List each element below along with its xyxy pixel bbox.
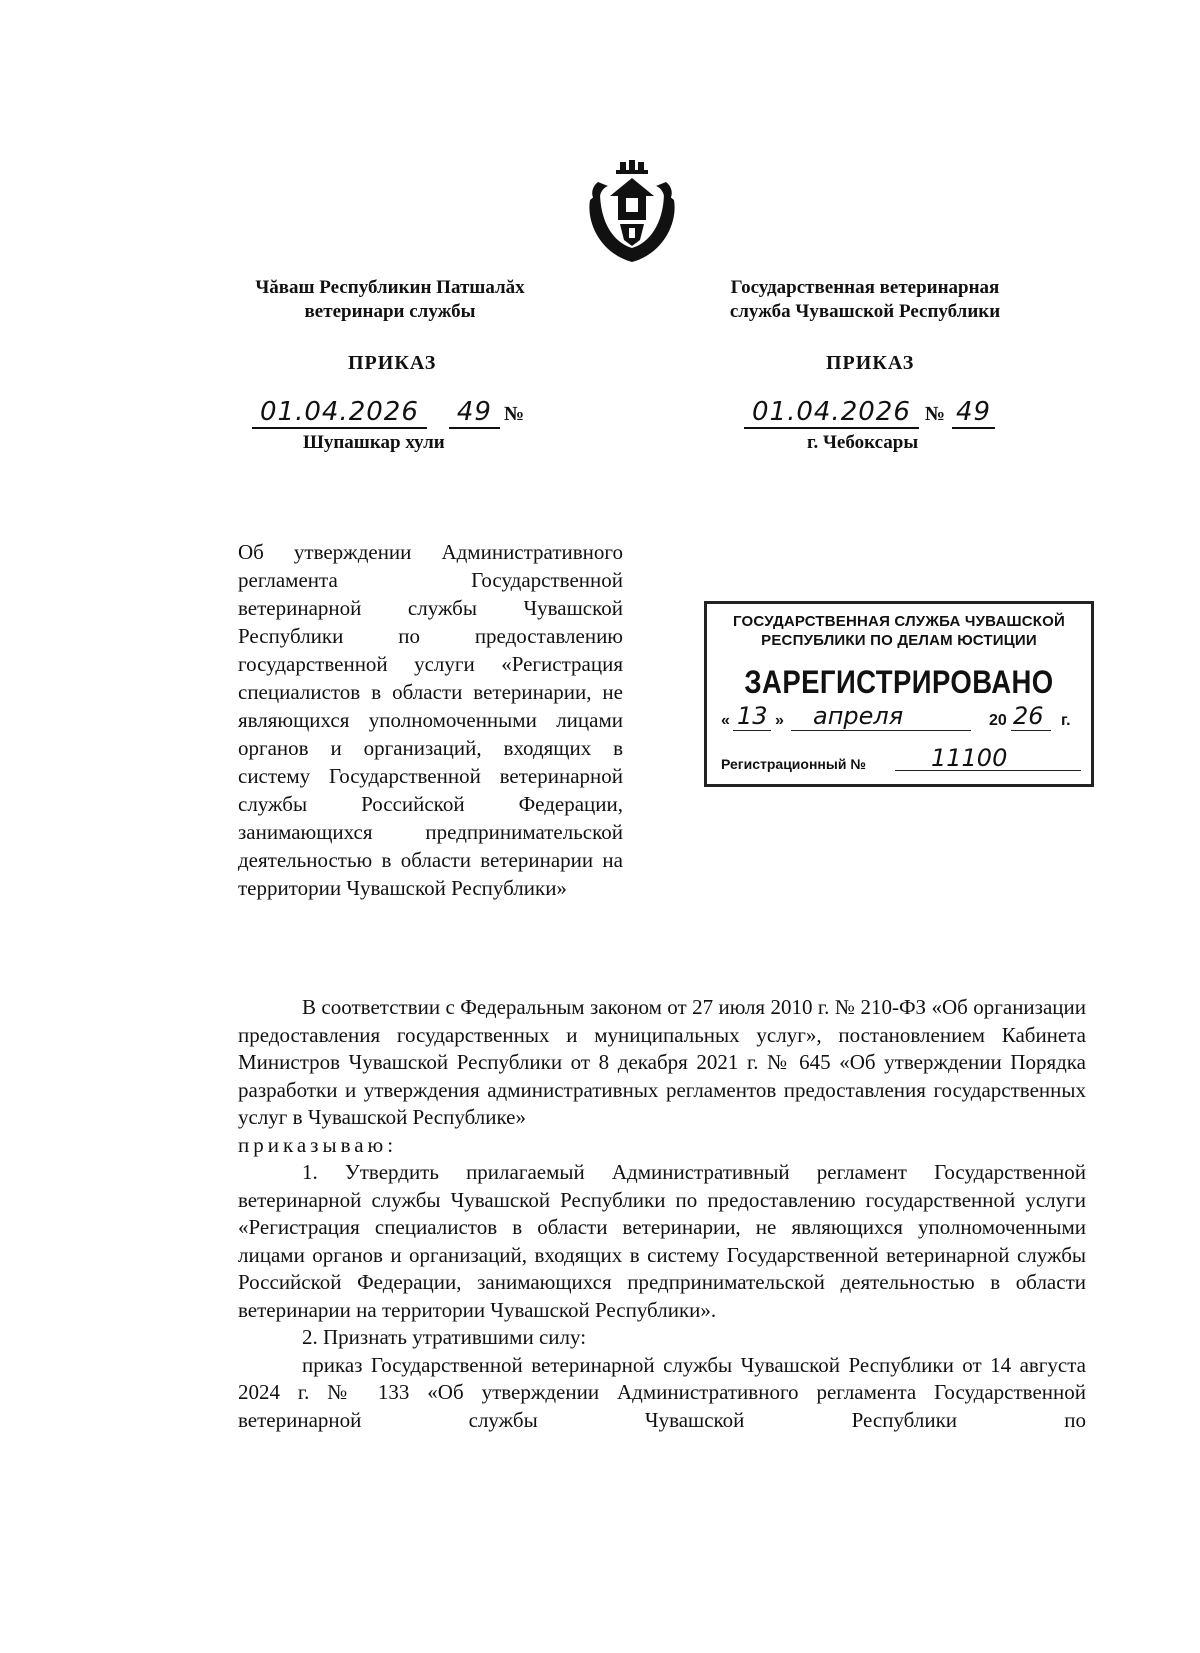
stamp-close-quote: » — [775, 712, 784, 729]
order-date-number-russian — [744, 397, 995, 429]
order-date-handwritten: 01.04.2026 — [252, 397, 427, 429]
number-sign: № — [503, 403, 526, 425]
preamble-paragraph — [238, 994, 1086, 1132]
order-date-number-chuvash — [252, 397, 525, 429]
org-name-russian-line2: служба Чувашской Республики — [729, 301, 1001, 322]
item-2: 2. Признать утратившими силу: — [302, 1325, 587, 1349]
stamp-year-underline — [1011, 730, 1051, 731]
stamp-org-line2: РЕСПУБЛИКИ ПО ДЕЛАМ ЮСТИЦИИ — [761, 632, 1037, 649]
stamp-year-prefix: 20 — [989, 712, 1007, 729]
doc-type-russian: ПРИКАЗ — [826, 352, 915, 374]
registration-stamp — [704, 601, 1094, 787]
order-number-handwritten: 49 — [952, 397, 995, 429]
stamp-month-underline — [791, 730, 971, 731]
org-name-chuvash-line2: ветеринари службы — [304, 301, 476, 322]
stamp-month-handwritten: апреля — [813, 702, 904, 730]
number-sign: № — [924, 403, 946, 425]
stamp-org-line1: ГОСУДАРСТВЕННАЯ СЛУЖБА ЧУВАШСКОЙ — [732, 613, 1065, 630]
stamp-reg-number-handwritten: 11100 — [931, 744, 1008, 772]
org-name-chuvash-line1: Чăваш Республикин Патшалăх — [255, 277, 525, 298]
city-chuvash: Шупашкар хули — [303, 432, 445, 453]
preamble-text: В соответствии с Федеральным законом от 27 июля 2010 г. № 210-ФЗ «Об организации предоставления государственных и муниципальных услуг», постановлением Кабинета Министров Чувашской Республики от 8 декабря 2021 г. № 645 «Об утверждении Порядка разработки и утверждения административных регламентов предоставления государственных услуг в Чувашской Республике» — [238, 995, 1086, 1129]
order-body — [238, 994, 1086, 1434]
city-russian: г. Чебоксары — [807, 432, 919, 453]
stamp-day-handwritten: 13 — [737, 702, 768, 730]
orders-line — [238, 1132, 1086, 1160]
org-name-russian — [700, 276, 1030, 324]
orders-word: приказываю: — [238, 1132, 398, 1157]
stamp-status: ЗАРЕГИСТРИРОВАНО — [744, 664, 1054, 700]
order-date-handwritten: 01.04.2026 — [744, 397, 919, 429]
order-number-handwritten: 49 — [449, 397, 500, 429]
stamp-reg-label: Регистрационный № — [721, 756, 866, 772]
order-title: Об утверждении Административного регламента Государственной ветеринарной службы Чувашской Республики по предоставлению государственной услуги «Регистрация специалистов в области ветеринарии, не являющихся уполномоченными лицами органов и организаций, входящих в систему Государственной ветеринарной службы Российской Федерации, занимающихся предпринимательской деятельностью в области ветеринарии на территории Чувашской Республики» — [238, 540, 623, 900]
item-1: 1. Утвердить прилагаемый Административный регламент Государственной ветеринарной службы Чувашской Республики по предоставлению государственной услуги «Регистрация специалистов в области ветеринарии, не являющихся уполномоченными лицами органов и организаций, входящих в систему Государственной ветеринарной службы Российской Федерации, занимающихся предпринимательской деятельностью в области ветеринарии на территории Чувашской Республики». — [238, 1160, 1086, 1322]
org-name-chuvash — [225, 276, 555, 324]
org-name-russian-line1: Государственная ветеринарная — [730, 277, 1000, 298]
stamp-day-underline — [733, 730, 771, 731]
stamp-open-quote: « — [721, 712, 730, 729]
item-2-text: приказ Государственной ветеринарной службы Чувашской Республики от 14 августа 2024 г. № 133 «Об утверждении Административного регламента Государственной ветеринарной службы Чувашской Республики по — [238, 1352, 1086, 1432]
stamp-year-handwritten: 26 — [1013, 702, 1044, 730]
doc-type-chuvash: ПРИКАЗ — [348, 352, 437, 374]
stamp-year-unit: г. — [1061, 712, 1071, 729]
chuvash-republic-emblem-icon — [580, 160, 684, 264]
